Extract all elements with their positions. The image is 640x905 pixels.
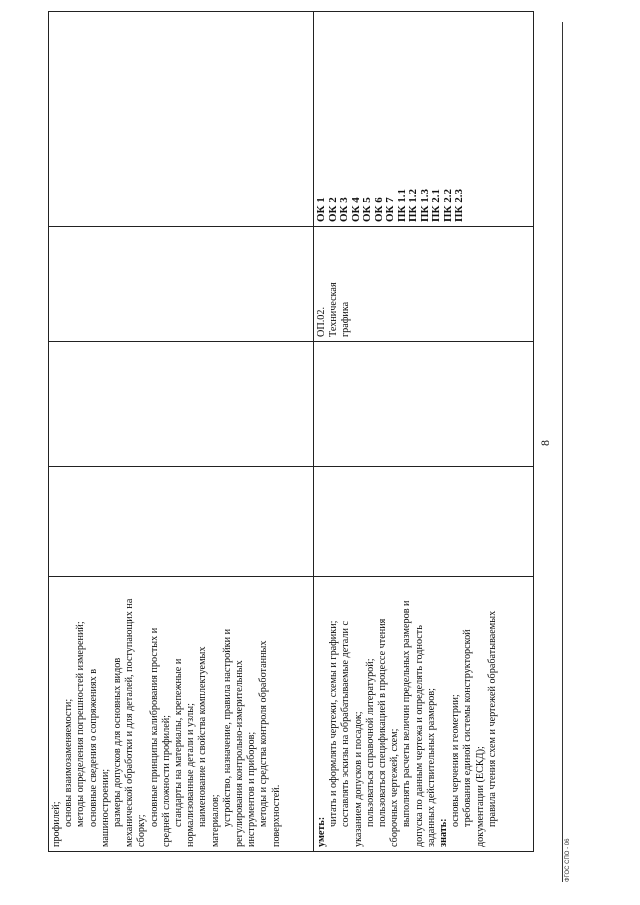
row1-competency-cell <box>49 12 314 227</box>
text-line: механической обработки и для деталей, поступающих на <box>124 598 136 847</box>
text-line: пользоваться спецификацией в процессе чтения <box>377 618 389 827</box>
row1-content-cell <box>49 577 314 852</box>
text-line: методы определения погрешностей измерений; <box>75 621 87 827</box>
text-line: выполнять расчеты величин предельных размеров и <box>401 600 413 827</box>
row2-discipline-cell <box>314 227 534 342</box>
row2-competency-cell <box>314 12 534 227</box>
text-line: ПК 1.1 <box>395 188 408 222</box>
text-line: ПК 2.2 <box>441 188 454 222</box>
text-line: ОП.02. <box>316 307 327 337</box>
text-line: стандарты на материалы, крепежные и <box>173 658 185 827</box>
footer-rule <box>562 22 563 882</box>
text-line: правила чтения схем и чертежей обрабатываемых <box>486 610 498 827</box>
text-line: основы взаимозаменяемости; <box>63 698 75 827</box>
text-line: сборочных чертежей, схем; <box>389 728 401 847</box>
text-line: материалов; <box>209 794 221 847</box>
text-line: знать: <box>438 818 450 847</box>
text-line: машиностроении; <box>99 768 111 847</box>
text-line: ОК 4 <box>349 197 362 222</box>
footer-code: ФГОС СПО - 06 <box>565 838 571 882</box>
row2-hours-cell <box>314 467 534 577</box>
text-line: требования единой системы конструкторской <box>462 629 474 827</box>
text-line: устройство, назначение, правила настройки и <box>221 628 233 827</box>
text-line: ПК 1.2 <box>407 188 419 222</box>
text-line: ОК 3 <box>338 197 350 222</box>
text-line: размеры допусков для основных видов <box>112 657 124 827</box>
text-line: ОК 6 <box>372 197 385 222</box>
text-line: основные принципы калибрования простых и <box>148 627 160 827</box>
rotated-page <box>46 22 574 882</box>
row2-content-cell <box>314 577 534 852</box>
text-line: заданных действительных размеров; <box>425 688 437 847</box>
row1-content <box>51 581 283 847</box>
text-line: ОК 5 <box>361 197 373 222</box>
text-line: ОК 7 <box>384 197 396 222</box>
text-line: методы и средства контроля обработанных <box>258 640 270 827</box>
text-line: Техническая <box>328 282 340 337</box>
text-line: средней сложности профилей; <box>160 715 172 847</box>
text-line: указанием допусков и посадок; <box>352 711 364 847</box>
text-line: наименование и свойства комплектуемых <box>197 646 209 827</box>
row2-hours-cell-2 <box>314 342 534 467</box>
curriculum-table <box>48 11 534 852</box>
table-row <box>49 12 314 852</box>
text-line: документации (ЕСКД); <box>474 746 486 847</box>
text-line: ПК 2.1 <box>430 188 442 222</box>
row2-content <box>316 581 499 847</box>
table-row <box>314 12 534 852</box>
text-line: уметь: <box>316 816 327 847</box>
page-number: 8 <box>538 440 552 446</box>
text-line: допуска по данным чертежа и определять годность <box>413 625 425 847</box>
text-line: ПК 1.3 <box>418 188 431 222</box>
row1-hours-cell <box>49 467 314 577</box>
text-line: ПК 2.3 <box>453 188 465 222</box>
text-line: профилей; <box>51 801 62 847</box>
discipline-name <box>316 231 353 337</box>
competency-codes <box>316 16 466 222</box>
text-line: ОК 1 <box>315 197 327 222</box>
text-line: основные сведения о сопряжениях в <box>87 668 99 827</box>
text-line: основы черчения и геометрии; <box>450 694 462 827</box>
text-line: поверхностей. <box>270 784 282 847</box>
text-line: составлять эскизы на обрабатываемые детали с <box>340 620 352 827</box>
text-line: сборку; <box>136 814 148 847</box>
text-line: ОК 2 <box>326 197 339 222</box>
text-line: регулирования контрольно-измерительных <box>234 660 246 847</box>
text-line: графика <box>340 301 352 337</box>
text-line: нормализованные детали и узлы; <box>185 703 197 847</box>
row1-hours-cell-2 <box>49 342 314 467</box>
text-line: читать и оформлять чертежи, схемы и графики; <box>328 620 340 827</box>
row1-discipline-cell <box>49 227 314 342</box>
text-line: инструментов и приборов; <box>246 731 258 847</box>
text-line: пользоваться справочной литературой; <box>364 658 376 827</box>
